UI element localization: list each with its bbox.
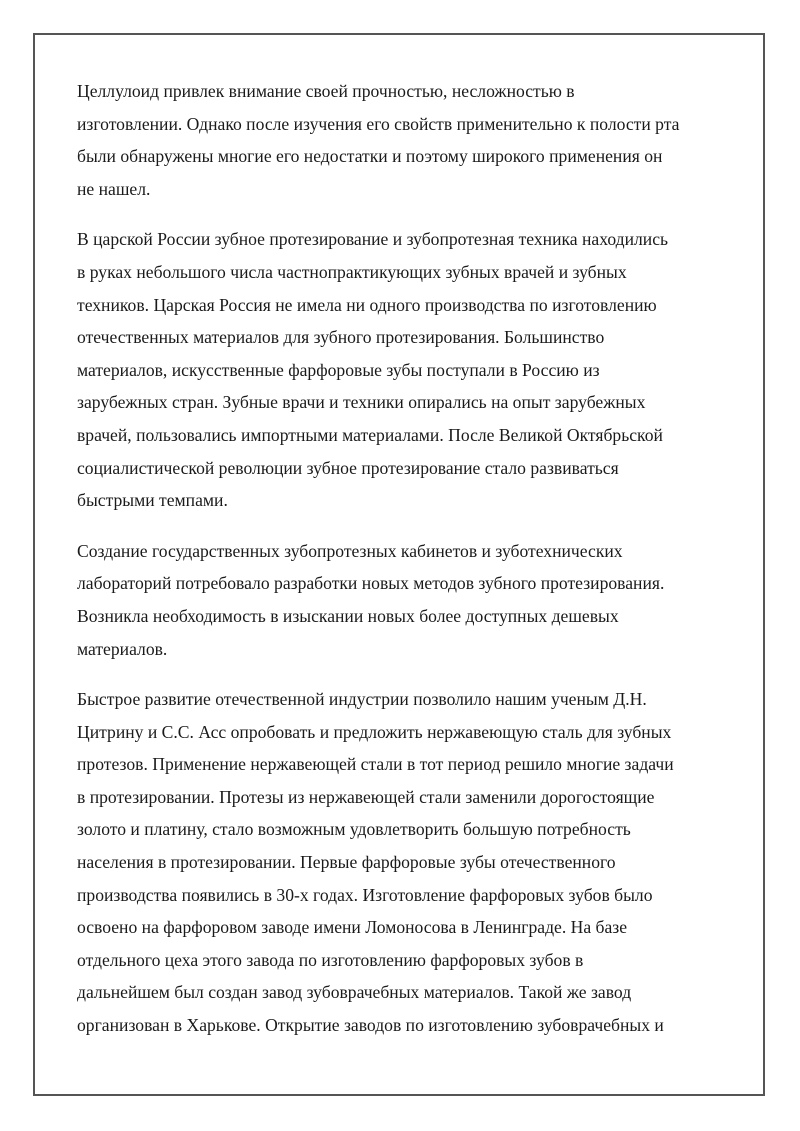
- paragraph-4: [77, 683, 737, 1042]
- line: были обнаружены многие его недостатки и поэтому широкого применения он: [77, 146, 663, 167]
- line: быстрыми темпами.: [77, 490, 228, 511]
- line: отдельного цеха этого завода по изготовлению фарфоровых зубов в: [77, 949, 584, 970]
- line: социалистической революции зубное протезирование стало развиваться: [77, 457, 619, 478]
- line: золото и платину, стало возможным удовлетворить большую потребность: [77, 819, 631, 840]
- line: отечественных материалов для зубного протезирования. Большинство: [77, 327, 605, 348]
- line: освоено на фарфоровом заводе имени Ломоносова в Ленинграде. На базе: [77, 917, 628, 938]
- document-body: [77, 75, 737, 1060]
- paragraph-1: [77, 75, 737, 205]
- line: материалов, искусственные фарфоровые зубы поступали в Россию из: [77, 359, 600, 380]
- line: Целлулоид привлек внимание своей прочностью, несложностью в: [77, 81, 575, 101]
- line: В царской России зубное протезирование и зубопротезная техника находились: [77, 229, 669, 250]
- line: Возникла необходимость в изыскании новых более доступных дешевых: [77, 605, 619, 626]
- paragraph-2: [77, 223, 737, 516]
- line: зарубежных стран. Зубные врачи и техники опирались на опыт зарубежных: [77, 392, 646, 413]
- paragraph-3: [77, 535, 737, 665]
- line: врачей, пользовались импортными материалами. После Великой Октябрьской: [77, 424, 663, 445]
- line: техников. Царская Россия не имела ни одного производства по изготовлению: [77, 294, 657, 315]
- page-frame: [33, 33, 765, 1096]
- line: Создание государственных зубопротезных кабинетов и зуботехнических: [77, 540, 623, 561]
- line: материалов.: [77, 638, 168, 659]
- line: населения в протезировании. Первые фарфоровые зубы отечественного: [77, 852, 616, 873]
- line: лабораторий потребовало разработки новых методов зубного протезирования.: [77, 573, 665, 594]
- line: изготовлении. Однако после изучения его свойств применительно к полости рта: [77, 113, 680, 134]
- line: в руках небольшого числа частнопрактикующих зубных врачей и зубных: [77, 261, 627, 282]
- line: в протезировании. Протезы из нержавеющей стали заменили дорогостоящие: [77, 786, 655, 807]
- line: Цитрину и С.С. Асс опробовать и предложить нержавеющую сталь для зубных: [77, 721, 672, 742]
- line: Быстрое развитие отечественной индустрии позволило нашим ученым Д.Н.: [77, 689, 647, 710]
- line: не нашел.: [77, 178, 151, 199]
- line: протезов. Применение нержавеющей стали в тот период решило многие задачи: [77, 754, 674, 775]
- line: организован в Харькове. Открытие заводов по изготовлению зубоврачебных и: [77, 1015, 664, 1036]
- line: производства появились в 30-х годах. Изготовление фарфоровых зубов было: [77, 884, 653, 905]
- line: дальнейшем был создан завод зубоврачебных материалов. Такой же завод: [77, 982, 632, 1003]
